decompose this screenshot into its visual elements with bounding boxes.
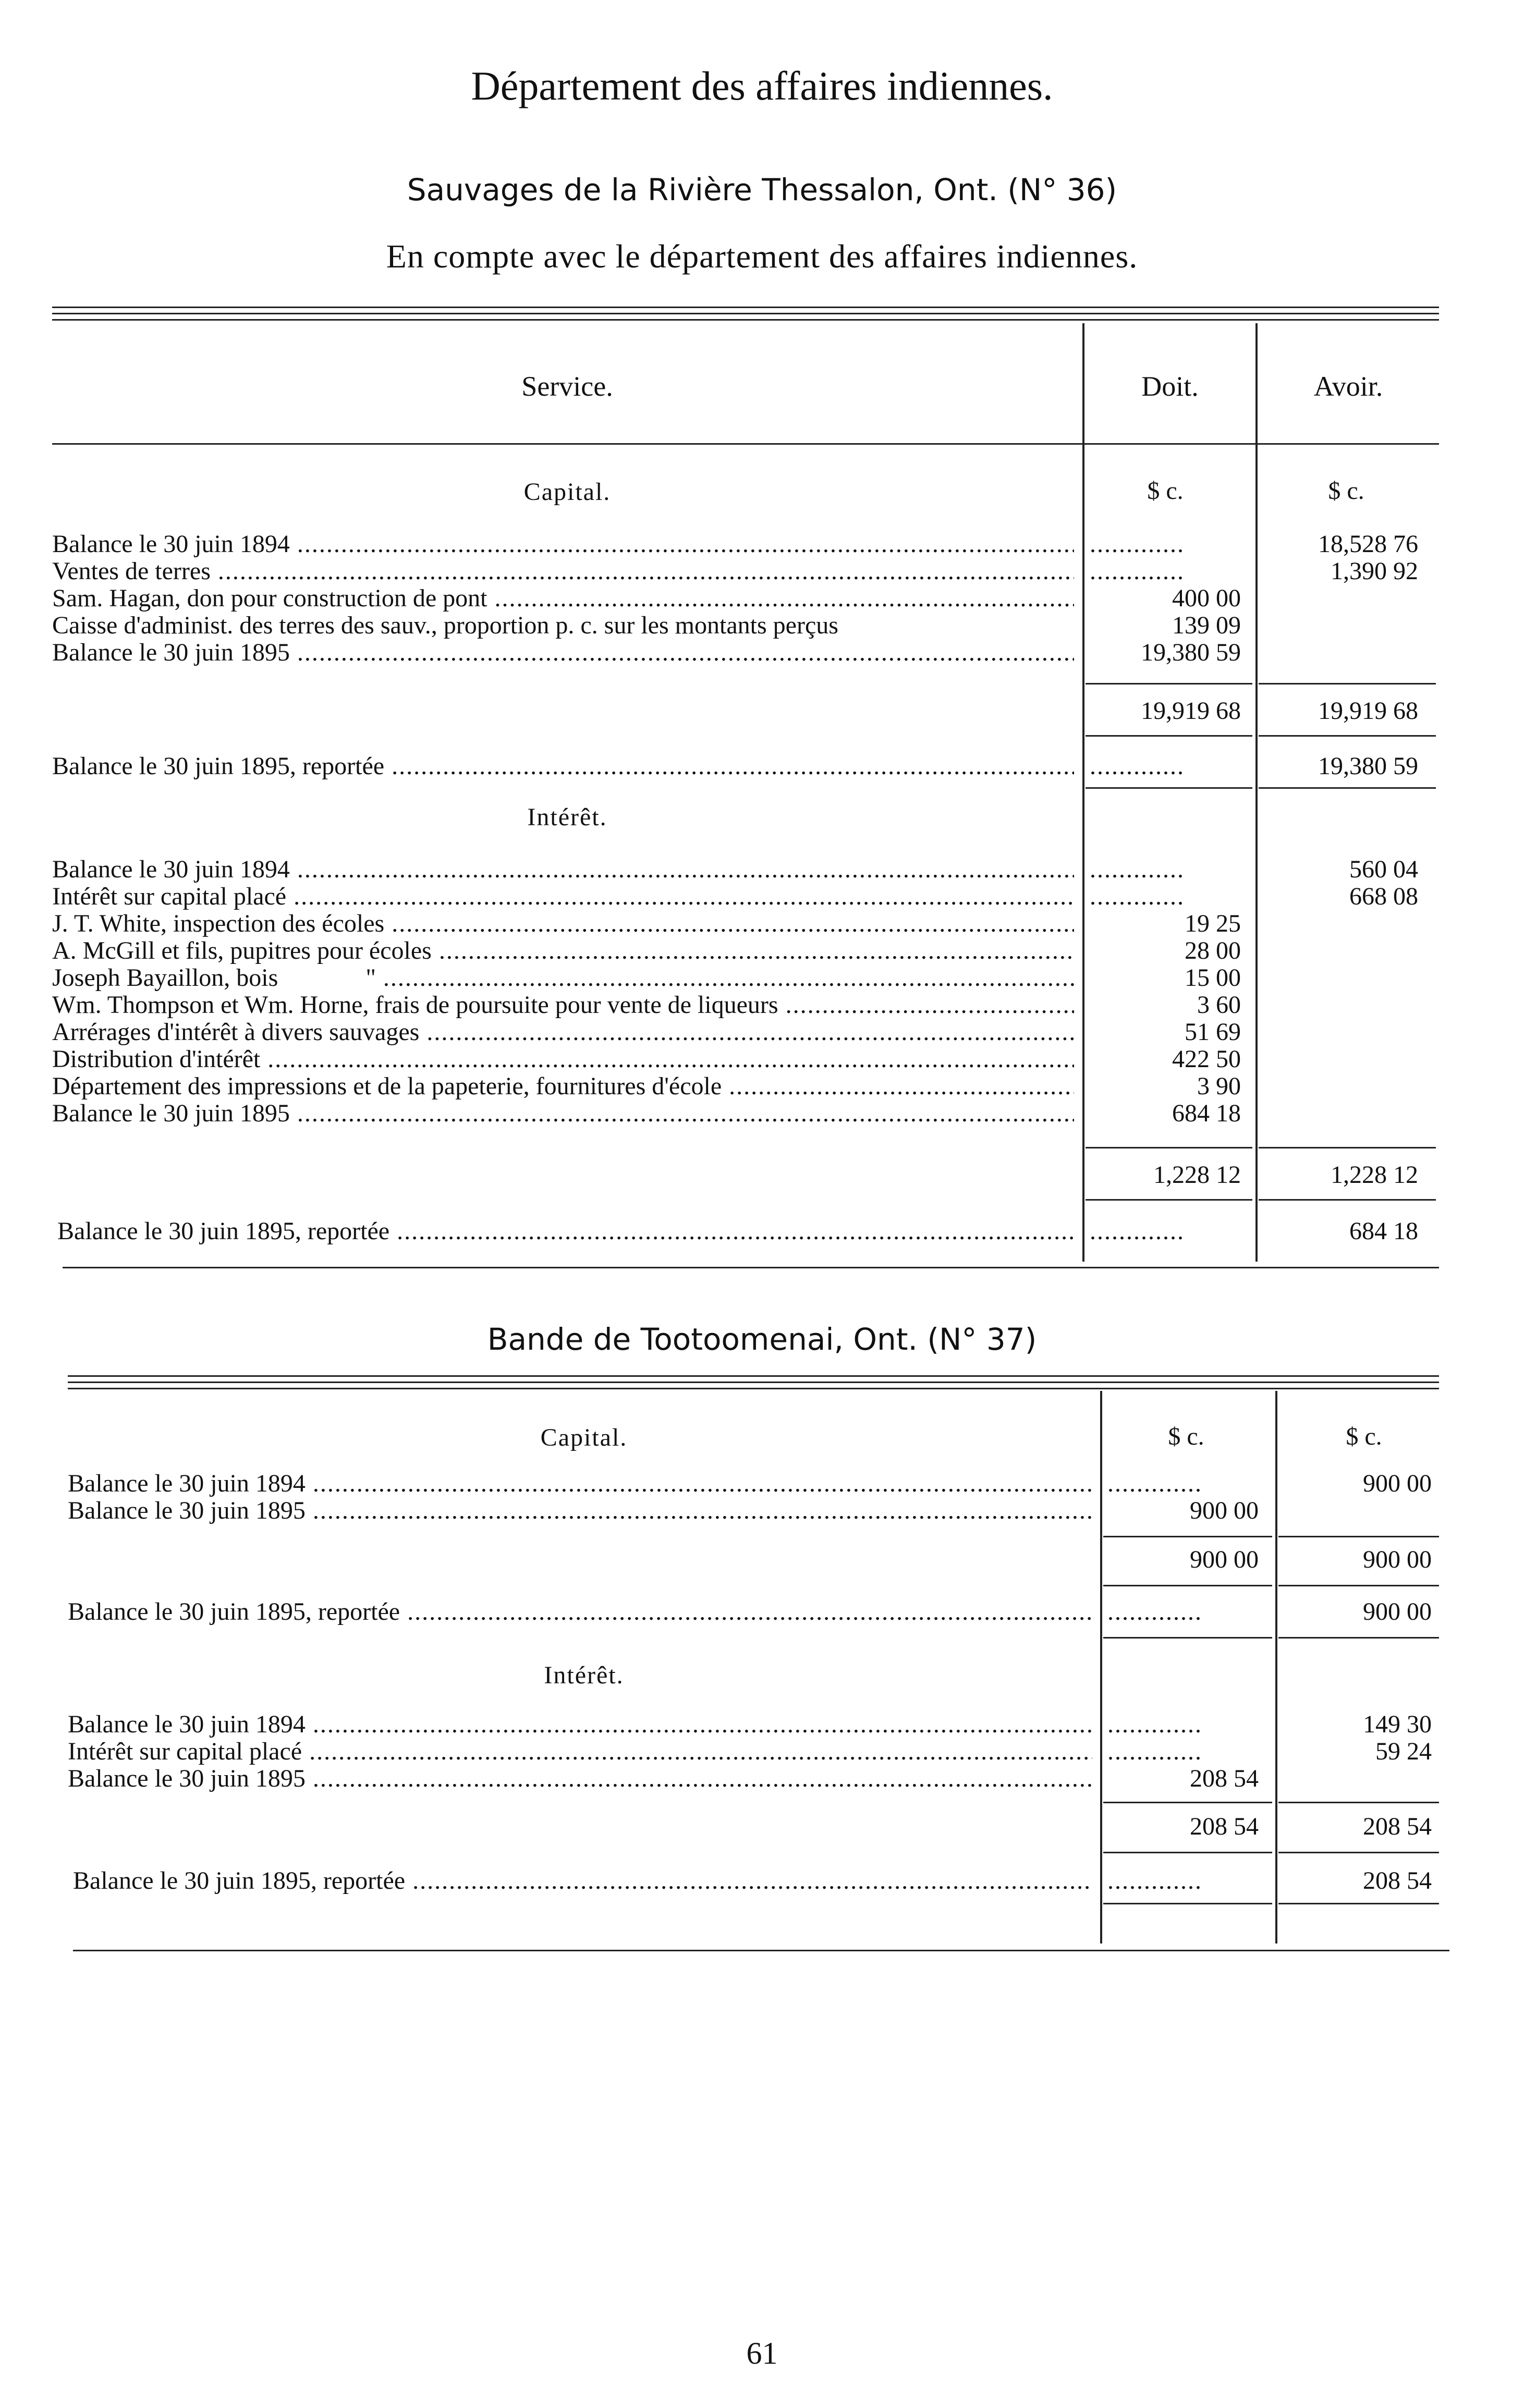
currency-doit: $ c. <box>1168 1423 1204 1450</box>
total-avoir: 900 00 <box>1363 1546 1432 1573</box>
carried-avoir: 900 00 <box>1363 1598 1432 1625</box>
total-doit: 900 00 <box>1190 1546 1259 1573</box>
total-rule <box>1278 1802 1439 1803</box>
avoir-amount: 149 30 <box>1363 1710 1432 1738</box>
band36-interet-title: Intérêt. <box>527 803 607 831</box>
empty-dots: ............. <box>1107 1738 1202 1765</box>
table1-bottom-rule <box>63 1267 1439 1268</box>
total-rule <box>1086 1147 1252 1148</box>
total-rule <box>1086 1199 1252 1201</box>
total-rule <box>1278 1536 1439 1537</box>
total-rule <box>1259 1199 1436 1201</box>
ledger-row-label: Wm. Thompson et Wm. Horne, frais de poursuite pour vente de liqueurs ..... <box>52 992 1074 1020</box>
doit-amount: 3 90 <box>1197 1072 1241 1100</box>
doit-amount: 3 60 <box>1197 991 1241 1019</box>
total-avoir: 208 54 <box>1363 1813 1432 1840</box>
total-rule <box>1259 1147 1436 1148</box>
total-doit: 19,919 68 <box>1141 697 1241 725</box>
table2-top-rule <box>68 1375 1439 1377</box>
carried-label: Balance le 30 juin 1895, reportée ..... <box>52 753 1074 781</box>
ledger-row-label: Balance le 30 juin 1894 ..... <box>52 856 1074 884</box>
total-rule <box>1278 1903 1439 1904</box>
table2-divider-doit <box>1100 1391 1102 1943</box>
ledger-row-label: Balance le 30 juin 1894 ..... <box>52 531 1074 559</box>
col-header-service: Service. <box>521 371 613 402</box>
ledger-row-label: Joseph Bayaillon, bois " ..... <box>52 964 1074 993</box>
avoir-amount: 59 24 <box>1375 1738 1432 1765</box>
empty-dots: ............. <box>1090 856 1185 883</box>
total-rule <box>1086 787 1252 789</box>
doit-amount: 19,380 59 <box>1141 639 1241 666</box>
empty-dots: ............. <box>1090 883 1185 910</box>
doit-amount: 208 54 <box>1190 1765 1259 1792</box>
ledger-row-label: Caisse d'administ. des terres des sauv., proportion p. c. sur les montants perçus <box>52 612 838 639</box>
total-rule <box>1259 787 1436 789</box>
table1-divider-doit <box>1082 323 1084 1262</box>
page-number: 61 <box>746 2336 778 2370</box>
band37-capital-title: Capital. <box>540 1424 628 1451</box>
total-rule <box>1278 1637 1439 1639</box>
currency-avoir: $ c. <box>1346 1423 1382 1450</box>
total-rule <box>1103 1802 1272 1803</box>
total-rule <box>1086 683 1252 684</box>
avoir-amount: 18,528 76 <box>1318 530 1418 558</box>
ledger-row-label: J. T. White, inspection des écoles ..... <box>52 910 1074 938</box>
empty-dots: ............. <box>1090 753 1185 780</box>
table1-top-rule-3 <box>52 319 1439 321</box>
ledger-row-label: Balance le 30 juin 1894 ..... <box>68 1711 1092 1739</box>
ledger-row-label: Balance le 30 juin 1895 ..... <box>52 1100 1074 1128</box>
carried-label: Balance le 30 juin 1895, reportée ..... <box>57 1218 1074 1246</box>
col-header-avoir: Avoir. <box>1313 371 1383 402</box>
header-rule <box>52 443 1439 445</box>
total-doit: 208 54 <box>1190 1813 1259 1840</box>
doit-amount: 28 00 <box>1185 937 1241 964</box>
ledger-row-label: Distribution d'intérêt ..... <box>52 1046 1074 1074</box>
ledger-row-label: A. McGill et fils, pupitres pour écoles ..... <box>52 937 1074 965</box>
currency-avoir: $ c. <box>1328 477 1364 505</box>
total-avoir: 1,228 12 <box>1331 1161 1418 1189</box>
col-header-doit: Doit. <box>1141 371 1199 402</box>
table1-divider-avoir <box>1255 323 1258 1262</box>
ledger-row-label: Sam. Hagan, don pour construction de pont ..... <box>52 585 1074 613</box>
doit-amount: 400 00 <box>1172 584 1241 612</box>
total-rule <box>1259 735 1436 737</box>
total-rule <box>1086 735 1252 737</box>
band37-interet-title: Intérêt. <box>544 1661 624 1689</box>
band37-heading: Bande de Tootoomenai, Ont. (N° 37) <box>487 1322 1037 1357</box>
total-rule <box>1103 1637 1272 1639</box>
total-rule <box>1278 1585 1439 1586</box>
empty-dots: ............. <box>1107 1711 1202 1738</box>
total-rule <box>1103 1536 1272 1537</box>
carried-avoir: 19,380 59 <box>1318 752 1418 780</box>
doit-amount: 139 09 <box>1172 612 1241 639</box>
avoir-amount: 1,390 92 <box>1331 557 1418 585</box>
ledger-row-label: Arrérages d'intérêt à divers sauvages ..... <box>52 1019 1074 1047</box>
total-rule <box>1103 1852 1272 1853</box>
ledger-row-label: Balance le 30 juin 1895 ..... <box>52 639 1074 667</box>
band36-capital-title: Capital. <box>523 478 611 506</box>
total-rule <box>1278 1852 1439 1853</box>
empty-dots: ............. <box>1107 1598 1202 1625</box>
ledger-row-label: Balance le 30 juin 1895 ..... <box>68 1765 1092 1793</box>
table2-top-rule-3 <box>68 1388 1439 1389</box>
doit-amount: 51 69 <box>1185 1018 1241 1046</box>
ledger-row-label: Balance le 30 juin 1895 ..... <box>68 1497 1092 1525</box>
total-rule <box>1103 1903 1272 1904</box>
empty-dots: ............. <box>1107 1470 1202 1497</box>
ledger-row-label: Balance le 30 juin 1894 ..... <box>68 1470 1092 1498</box>
avoir-amount: 560 04 <box>1349 855 1418 883</box>
doit-amount: 422 50 <box>1172 1045 1241 1073</box>
currency-doit: $ c. <box>1147 477 1184 505</box>
empty-dots: ............. <box>1107 1867 1202 1894</box>
table1-top-rule-2 <box>52 313 1439 314</box>
total-doit: 1,228 12 <box>1153 1161 1241 1189</box>
ledger-row-label: Intérêt sur capital placé ..... <box>52 883 1074 911</box>
avoir-amount: 668 08 <box>1349 883 1418 910</box>
empty-dots: ............. <box>1090 1218 1185 1245</box>
carried-avoir: 208 54 <box>1363 1867 1432 1894</box>
total-rule <box>1259 683 1436 684</box>
carried-label: Balance le 30 juin 1895, reportée ..... <box>73 1867 1092 1896</box>
empty-dots: ............. <box>1090 558 1185 585</box>
carried-label: Balance le 30 juin 1895, reportée ..... <box>68 1598 1092 1627</box>
empty-dots: ............. <box>1090 531 1185 558</box>
doit-amount: 900 00 <box>1190 1497 1259 1524</box>
table1-top-rule <box>52 307 1439 308</box>
band36-heading: Sauvages de la Rivière Thessalon, Ont. (N° 36) <box>407 172 1117 207</box>
table2-top-rule-2 <box>68 1382 1439 1383</box>
avoir-amount: 900 00 <box>1363 1470 1432 1497</box>
page-title: Département des affaires indiennes. <box>471 63 1053 108</box>
carried-avoir: 684 18 <box>1349 1217 1418 1245</box>
doit-amount: 684 18 <box>1172 1099 1241 1127</box>
table2-divider-avoir <box>1275 1391 1277 1943</box>
ledger-row-label: Département des impressions et de la papeterie, fournitures d'école ..... <box>52 1073 1074 1101</box>
ledger-row-label: Ventes de terres ..... <box>52 558 1074 586</box>
total-avoir: 19,919 68 <box>1318 697 1418 725</box>
ledger-row-label: Intérêt sur capital placé ..... <box>68 1738 1092 1766</box>
table2-bottom-rule <box>73 1950 1449 1951</box>
doit-amount: 19 25 <box>1185 910 1241 937</box>
doit-amount: 15 00 <box>1185 964 1241 992</box>
band36-subheading: En compte avec le département des affaires indiennes. <box>386 238 1138 275</box>
total-rule <box>1103 1585 1272 1586</box>
